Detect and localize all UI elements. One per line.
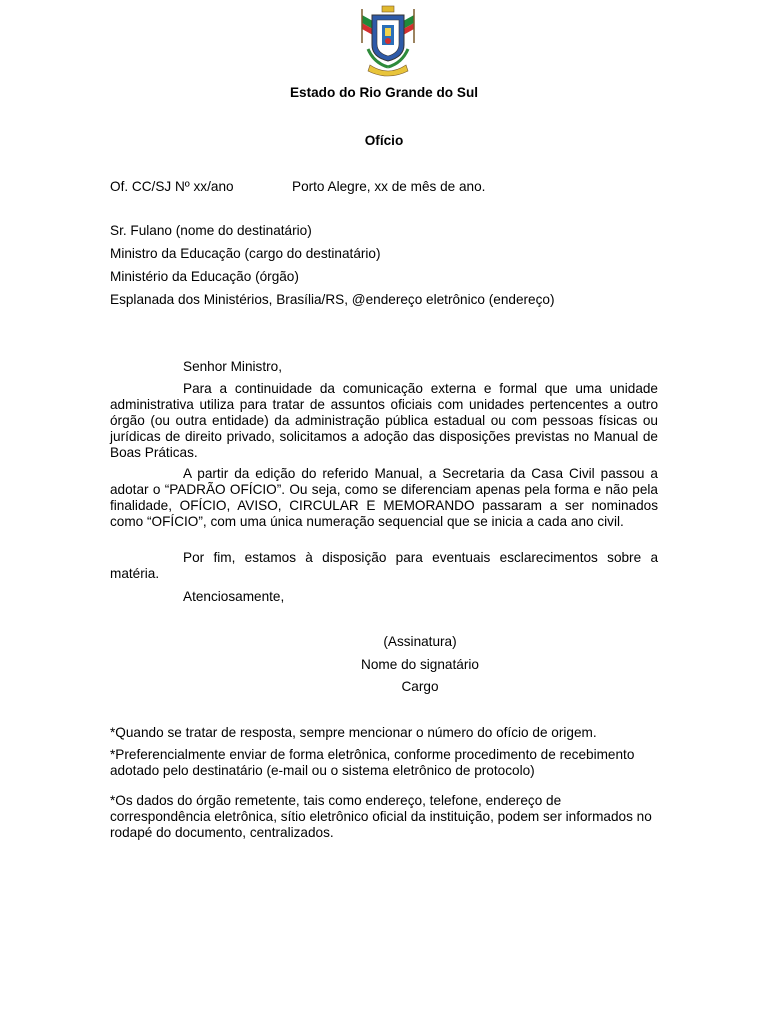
- recipient-name: Sr. Fulano (nome do destinatário): [110, 223, 312, 238]
- place-and-date: Porto Alegre, xx de mês de ano.: [292, 179, 486, 194]
- signatory-role: Cargo: [401, 679, 439, 694]
- recipient-organ: Ministério da Educação (órgão): [110, 269, 299, 284]
- signatory-name: Nome do signatário: [361, 657, 479, 672]
- signature-placeholder: (Assinatura): [383, 634, 457, 649]
- rio-grande-do-sul-coat-of-arms-icon: [358, 3, 418, 79]
- recipient-address: Esplanada dos Ministérios, Brasília/RS, @endereço eletrônico (endereço): [110, 292, 555, 307]
- note-sender-data: *Os dados do órgão remetente, tais como endereço, telefone, endereço de correspondência eletrônica, sítio eletrônico oficial da instituição, podem ser informados no rodapé do documento, centralizados.: [110, 793, 652, 840]
- state-name: Estado do Rio Grande do Sul: [289, 85, 479, 100]
- body-paragraph-2: A partir da edição do referido Manual, a Secretaria da Casa Civil passou a adotar o “PADRÃO OFÍCIO”. Ou seja, como se diferenciam apenas pela forma e não pela finalidade, OFÍCIO, AVISO, CIRCULAR E MEMORANDO passaram a ser nominados como “OFÍCIO”, com uma única numeração sequencial que se inicia a cada ano civil.: [110, 466, 658, 529]
- body-paragraph-1: Para a continuidade da comunicação externa e formal que uma unidade administrativa utiliza para tratar de assuntos oficiais com unidades pertencentes a outro órgão (ou outra entidade) da administração pública estadual ou com pessoas físicas ou jurídicas de direito privado, solicitamos a adoção das disposições previstas no Manual de Boas Práticas.: [110, 381, 658, 460]
- document-number: Of. CC/SJ Nº xx/ano: [110, 179, 234, 194]
- closing: Atenciosamente,: [183, 589, 285, 604]
- document-type-title: Ofício: [364, 133, 404, 148]
- salutation: Senhor Ministro,: [183, 359, 282, 374]
- note-electronic-delivery: *Preferencialmente enviar de forma eletrônica, conforme procedimento de recebimento adotado pelo destinatário (e-mail ou o sistema eletrônico de protocolo): [110, 747, 635, 778]
- body-paragraph-3: Por fim, estamos à disposição para eventuais esclarecimentos sobre a matéria.: [110, 550, 658, 581]
- recipient-role: Ministro da Educação (cargo do destinatário): [110, 246, 381, 261]
- note-reply-reference: *Quando se tratar de resposta, sempre mencionar o número do ofício de origem.: [110, 725, 597, 740]
